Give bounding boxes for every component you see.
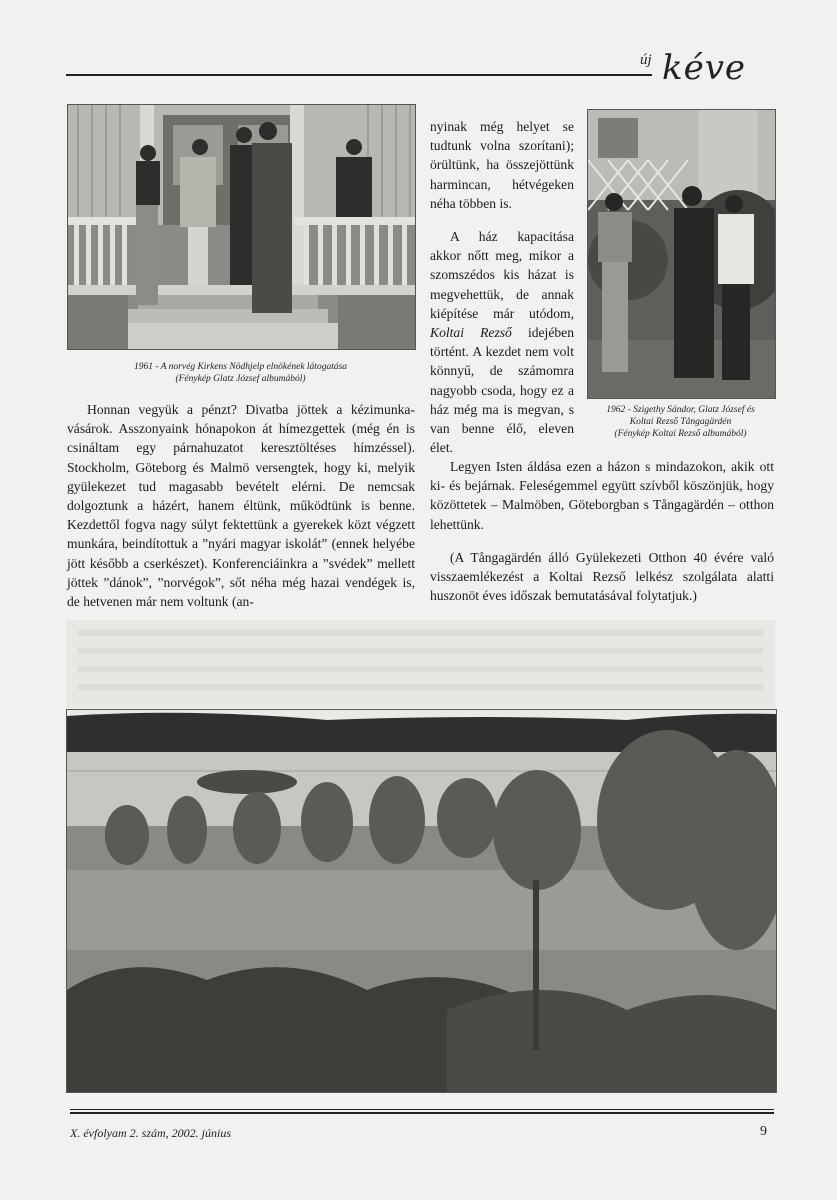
photo-three-men [587, 109, 776, 399]
logo-title: kéve [662, 48, 747, 88]
article-paragraph: Legyen Isten áldása ezen a házon s mindazokon, akik ott ki- és bejárnak. Feleségemmel együtt szívből köszönjük, hogy közöttetek – Malmöben, Göteborgban s Tångagärdén – otthon lehettünk. [430, 459, 774, 532]
photo-porch-caption [67, 361, 414, 385]
photo-porch-caption-line: 1961 - A norvég Kirkens Nödhjelp elnökének látogatása [133, 362, 348, 372]
article-paragraph [430, 227, 574, 457]
article-name-koltai: Koltai Rezső [430, 325, 512, 341]
header-rule [66, 74, 652, 76]
photo-porch-credit: (Fénykép Glatz József albumából) [175, 374, 306, 384]
article-column-3 [430, 457, 774, 619]
article-paragraph: nyinak még helyet se tudtunk volna szorítani); örültünk, ha összejöttünk harmincan, hétvégeken néha többen is. [430, 119, 574, 211]
article-text: idejében történt. A kezdet nem volt könnyű, de számomra nagyobb csoda, hogy ez a ház még ma is megvan, s van benne élő, eleven élet. [430, 325, 574, 456]
photo-lake-landscape [66, 709, 777, 1093]
article-column-1: Honnan vegyük a pénzt? Divatba jöttek a kézimunka-vásárok. Asszonyaink hónapokon át hímezgettek (még én is csináltam egy párnahuzatot keresztöltéses hímzéssel). Stockholm, Göteborg és Malmö versengtek, hogy ki, melyik gyülekezet tud magasabb bevételt elérni. De nemcsak dolgoztunk a házért, hanem éltünk, működtünk is benne. Kezdettől fogva nagy súlyt fektettünk a gyerekek közt végzett munkára, beindítottuk a ”nyári magyar iskolát” (ennek helyébe jött később a cserkészet). Konferenciáinkra a ”svédek” mellett jöttek ”dánok”, ”norvégok”, sőt néha még hazai vendégek is, de hetvenen már nem voltunk (an- [67, 402, 415, 610]
photo-three-men-caption-line1: 1962 - Szigethy Sándor, Glatz József és [606, 405, 755, 415]
article-column-2 [430, 117, 574, 471]
magazine-logo [640, 48, 780, 92]
article-paragraph: (A Tångagärdén álló Gyülekezeti Otthon 40 évére való visszaemlékezést a Koltai Rezső lelkész szolgálata alatti huszonöt éves időszak bemutatásával folytatjuk.) [430, 549, 774, 604]
issue-info: X. évfolyam 2. szám, 2002. június [70, 1126, 231, 1140]
bleed-through-area [66, 620, 775, 708]
photo-three-men-caption-line2: Koltai Rezső Tångagärdén [629, 417, 732, 427]
photo-three-men-credit: (Fénykép Koltai Rezső albumából) [614, 429, 747, 439]
footer-rule [70, 1109, 774, 1110]
page-number: 9 [760, 1124, 767, 1139]
photo-porch-visit [67, 104, 416, 350]
footer-rule [70, 1112, 774, 1114]
photo-three-men-caption [587, 404, 774, 440]
logo-prefix: új [640, 52, 652, 68]
article-text: A ház kapacitása akkor nőtt meg, mikor a szomszédos kis házat is megvehettük, de annak kiépítése már utódom, [430, 229, 574, 321]
